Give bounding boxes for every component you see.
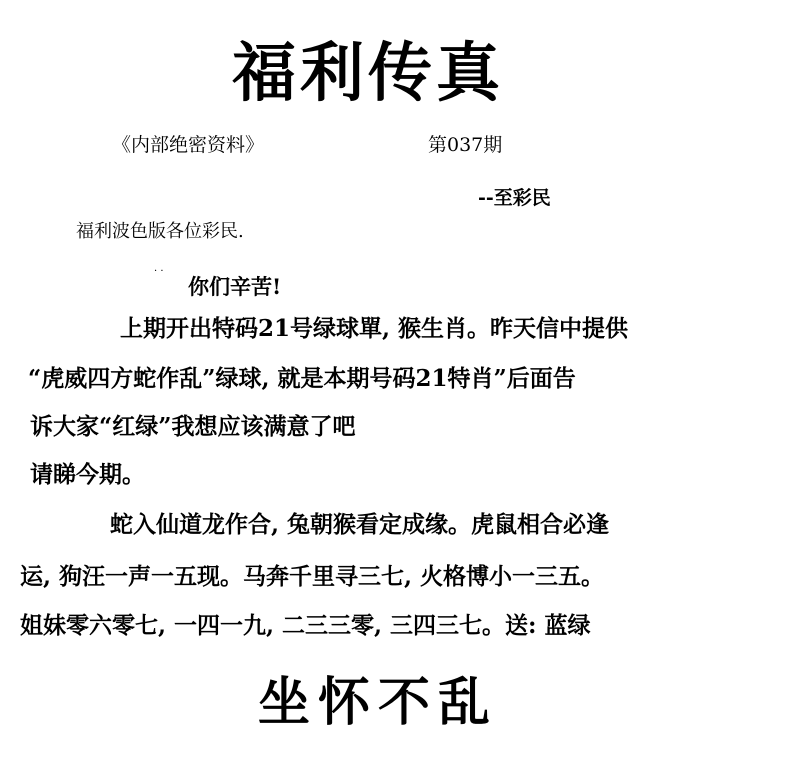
confidential-label: 《内部绝密资料》 bbox=[112, 134, 265, 156]
greeting: 福利波色版各位彩民. bbox=[76, 221, 244, 242]
issue-number: 第037期 bbox=[428, 134, 503, 156]
footer-phrase: 坐怀不乱 bbox=[258, 672, 499, 733]
body-line-7: 姐妹零六零七, 一四一九, 二三三零, 三四三七。送: 蓝绿 bbox=[20, 612, 591, 639]
body-line-4: 请睇今期。 bbox=[30, 461, 145, 488]
body-line-2: “虎威四方蛇作乱”绿球, 就是本期号码21特肖”后面告 bbox=[28, 365, 576, 392]
thanks-text: 你们辛苦! bbox=[188, 274, 282, 299]
body-line-5: 蛇入仙道龙作合, 兔朝猴看定成缘。虎鼠相合必逢 bbox=[110, 511, 610, 538]
signature: --至彩民 bbox=[478, 187, 551, 209]
page-title: 福利传真 bbox=[232, 36, 504, 111]
decor-dots: · · bbox=[154, 266, 164, 277]
body-line-6: 运, 狗汪一声一五现。马奔千里寻三七, 火格博小一三五。 bbox=[20, 563, 605, 590]
body-line-3: 诉大家“红绿”我想应该满意了吧 bbox=[30, 413, 356, 440]
body-line-1: 上期开出特码21号绿球單, 猴生肖。昨天信中提供 bbox=[120, 315, 629, 342]
